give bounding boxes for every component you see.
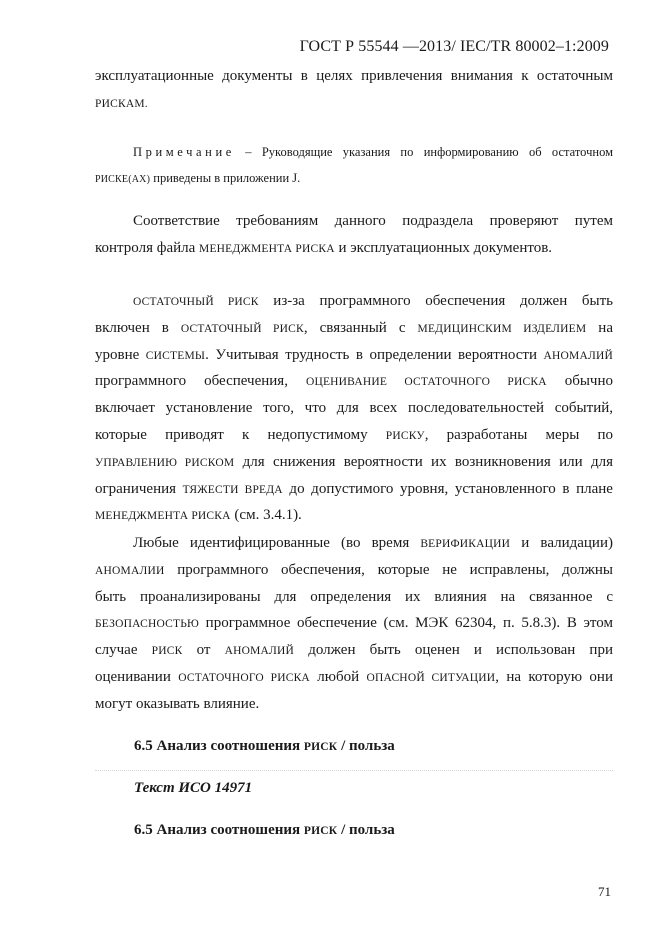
conformity-paragraph: Соответствие требованиям данного подраздела проверяют путем контроля файла МЕНЕДЖМЕНТА РИСКА и эксплуатационных документов.	[95, 213, 613, 256]
residual-risk-paragraph: ОСТАТОЧНЫЙ РИСК из-за программного обеспечения должен быть включен в ОСТАТОЧНЫЙ РИСК, связанный с МЕДИЦИНСКИМ ИЗДЕЛИЕМ на уровне СИСТЕМЫ. Учитывая трудность в определении вероятности АНОМАЛИЙ программного обеспечения, ОЦЕНИВАНИЕ ОСТАТОЧНОГО РИСКА обычно включает установление того, что для всех последовательностей событий, которые приводят к недопустимому РИСКУ, разработаны меры по УПРАВЛЕНИЮ РИСКОМ для снижения вероятности их возникновения или для ограничения ТЯЖЕСТИ ВРЕДА до допустимого уровня, установленного в плане МЕНЕДЖМЕНТА РИСКА (см. 3.4.1).	[95, 293, 613, 524]
page-number: 71	[598, 884, 611, 899]
divider	[95, 770, 613, 771]
iso-text-heading: Текст ИСО 14971	[134, 780, 253, 796]
note-block: Примечание – Руководящие указания по информированию об остаточном РИСКЕ(АХ) приведены в приложении J.	[95, 145, 614, 185]
section-heading-6-5-iso: 6.5 Анализ соотношения РИСК / польза	[134, 822, 395, 838]
note-label: Примечание	[133, 145, 235, 159]
document-header: ГОСТ Р 55544 —2013/ IEC/TR 80002–1:2009	[299, 38, 609, 55]
anomalies-paragraph: Любые идентифицированные (во время ВЕРИФИКАЦИИ и валидации) АНОМАЛИИ программного обеспечения, которые не исправлены, должны быть проанализированы для определения их влияния на связанное с БЕЗОПАСНОСТЬЮ программное обеспечение (см. МЭК 62304, п. 5.8.3). В этом случае РИСК от АНОМАЛИЙ должен быть оценен и использован при оценивании ОСТАТОЧНОГО РИСКА любой ОПАСНОЙ СИТУАЦИИ, на которую они могут оказывать влияние.	[95, 535, 613, 712]
section-heading-6-5: 6.5 Анализ соотношения РИСК / польза	[134, 738, 395, 754]
intro-paragraph: эксплуатационные документы в целях привлечения внимания к остаточным РИСКАМ.	[95, 68, 613, 110]
